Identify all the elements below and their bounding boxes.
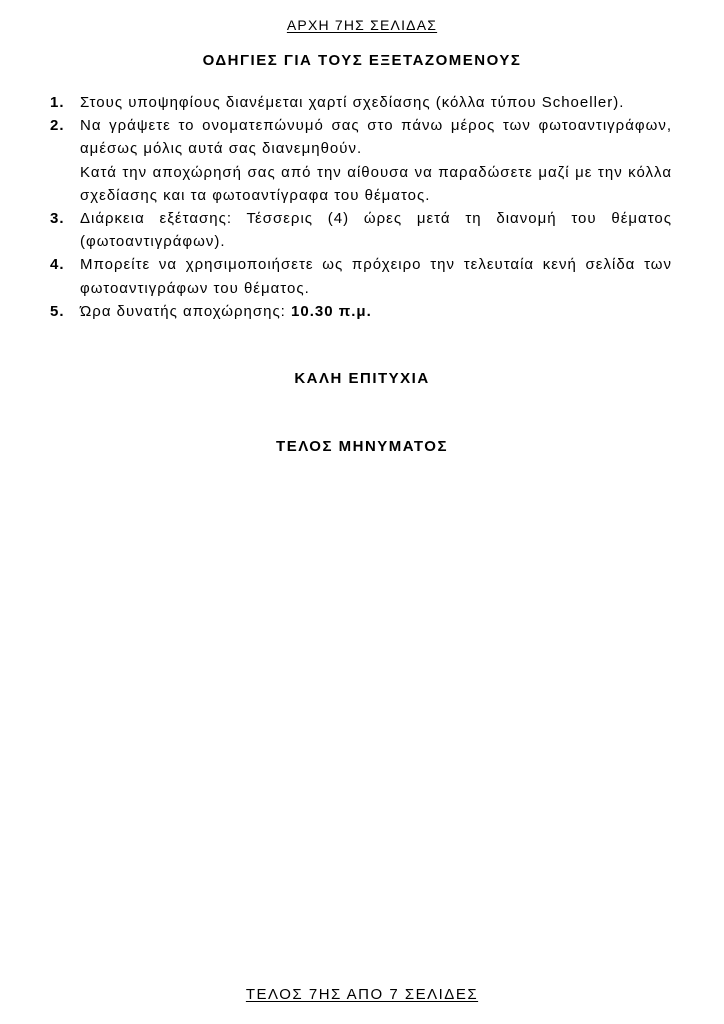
instruction-paragraph: Διάρκεια εξέτασης: Τέσσερις (4) ώρες μετά τη διανομή του θέματος (φωτοαντιγράφων). — [80, 210, 672, 251]
instruction-text — [80, 253, 672, 299]
instruction-item — [50, 253, 672, 299]
end-of-message: ΤΕΛΟΣ ΜΗΝΥΜΑΤΟΣ — [276, 438, 448, 455]
instruction-paragraph: Κατά την αποχώρησή σας από την αίθουσα να παραδώσετε μαζί με την κόλλα σχεδίασης και τα φωτοαντίγραφα του θέματος. — [80, 163, 672, 204]
instruction-text — [80, 207, 672, 253]
instruction-item — [50, 300, 672, 323]
instruction-paragraph — [80, 300, 672, 323]
instruction-number: 1. — [50, 94, 65, 111]
instruction-paragraph: Να γράψετε το ονοματεπώνυμό σας στο πάνω μέρος των φωτοαντιγράφων, αμέσως μόλις αυτά σας διανεμηθούν. — [80, 117, 672, 158]
instruction-text — [80, 91, 672, 114]
departure-time-label: Ώρα δυνατής αποχώρησης: — [80, 302, 286, 320]
departure-time-value: 10.30 π.μ. — [291, 302, 372, 320]
instruction-number: 5. — [50, 302, 65, 320]
good-luck-text: ΚΑΛΗ ΕΠΙΤΥΧΙΑ — [294, 370, 430, 387]
instruction-number: 3. — [50, 210, 65, 228]
instruction-item — [50, 207, 672, 253]
instruction-item — [50, 114, 672, 207]
instruction-paragraph: Στους υποψηφίους διανέμεται χαρτί σχεδίασης (κόλλα τύπου Schoeller). — [80, 94, 625, 111]
instructions-list — [50, 91, 672, 323]
instruction-number: 4. — [50, 256, 65, 274]
instruction-paragraph: Μπορείτε να χρησιμοποιήσετε ως πρόχειρο την τελευταία κενή σελίδα των φωτοαντιγράφων του θέματος. — [80, 256, 672, 297]
instruction-text — [80, 114, 672, 207]
instruction-number: 2. — [50, 117, 65, 135]
instructions-title: ΟΔΗΓΙΕΣ ΓΙΑ ΤΟΥΣ ΕΞΕΤΑΖΟΜΕΝΟΥΣ — [202, 52, 522, 69]
instruction-item — [50, 91, 672, 114]
instruction-text — [80, 300, 672, 323]
page-header: ΑΡΧΗ 7ΗΣ ΣΕΛΙΔΑΣ — [286, 17, 438, 33]
page-footer: ΤΕΛΟΣ 7ΗΣ ΑΠΟ 7 ΣΕΛΙΔΕΣ — [245, 986, 479, 1003]
